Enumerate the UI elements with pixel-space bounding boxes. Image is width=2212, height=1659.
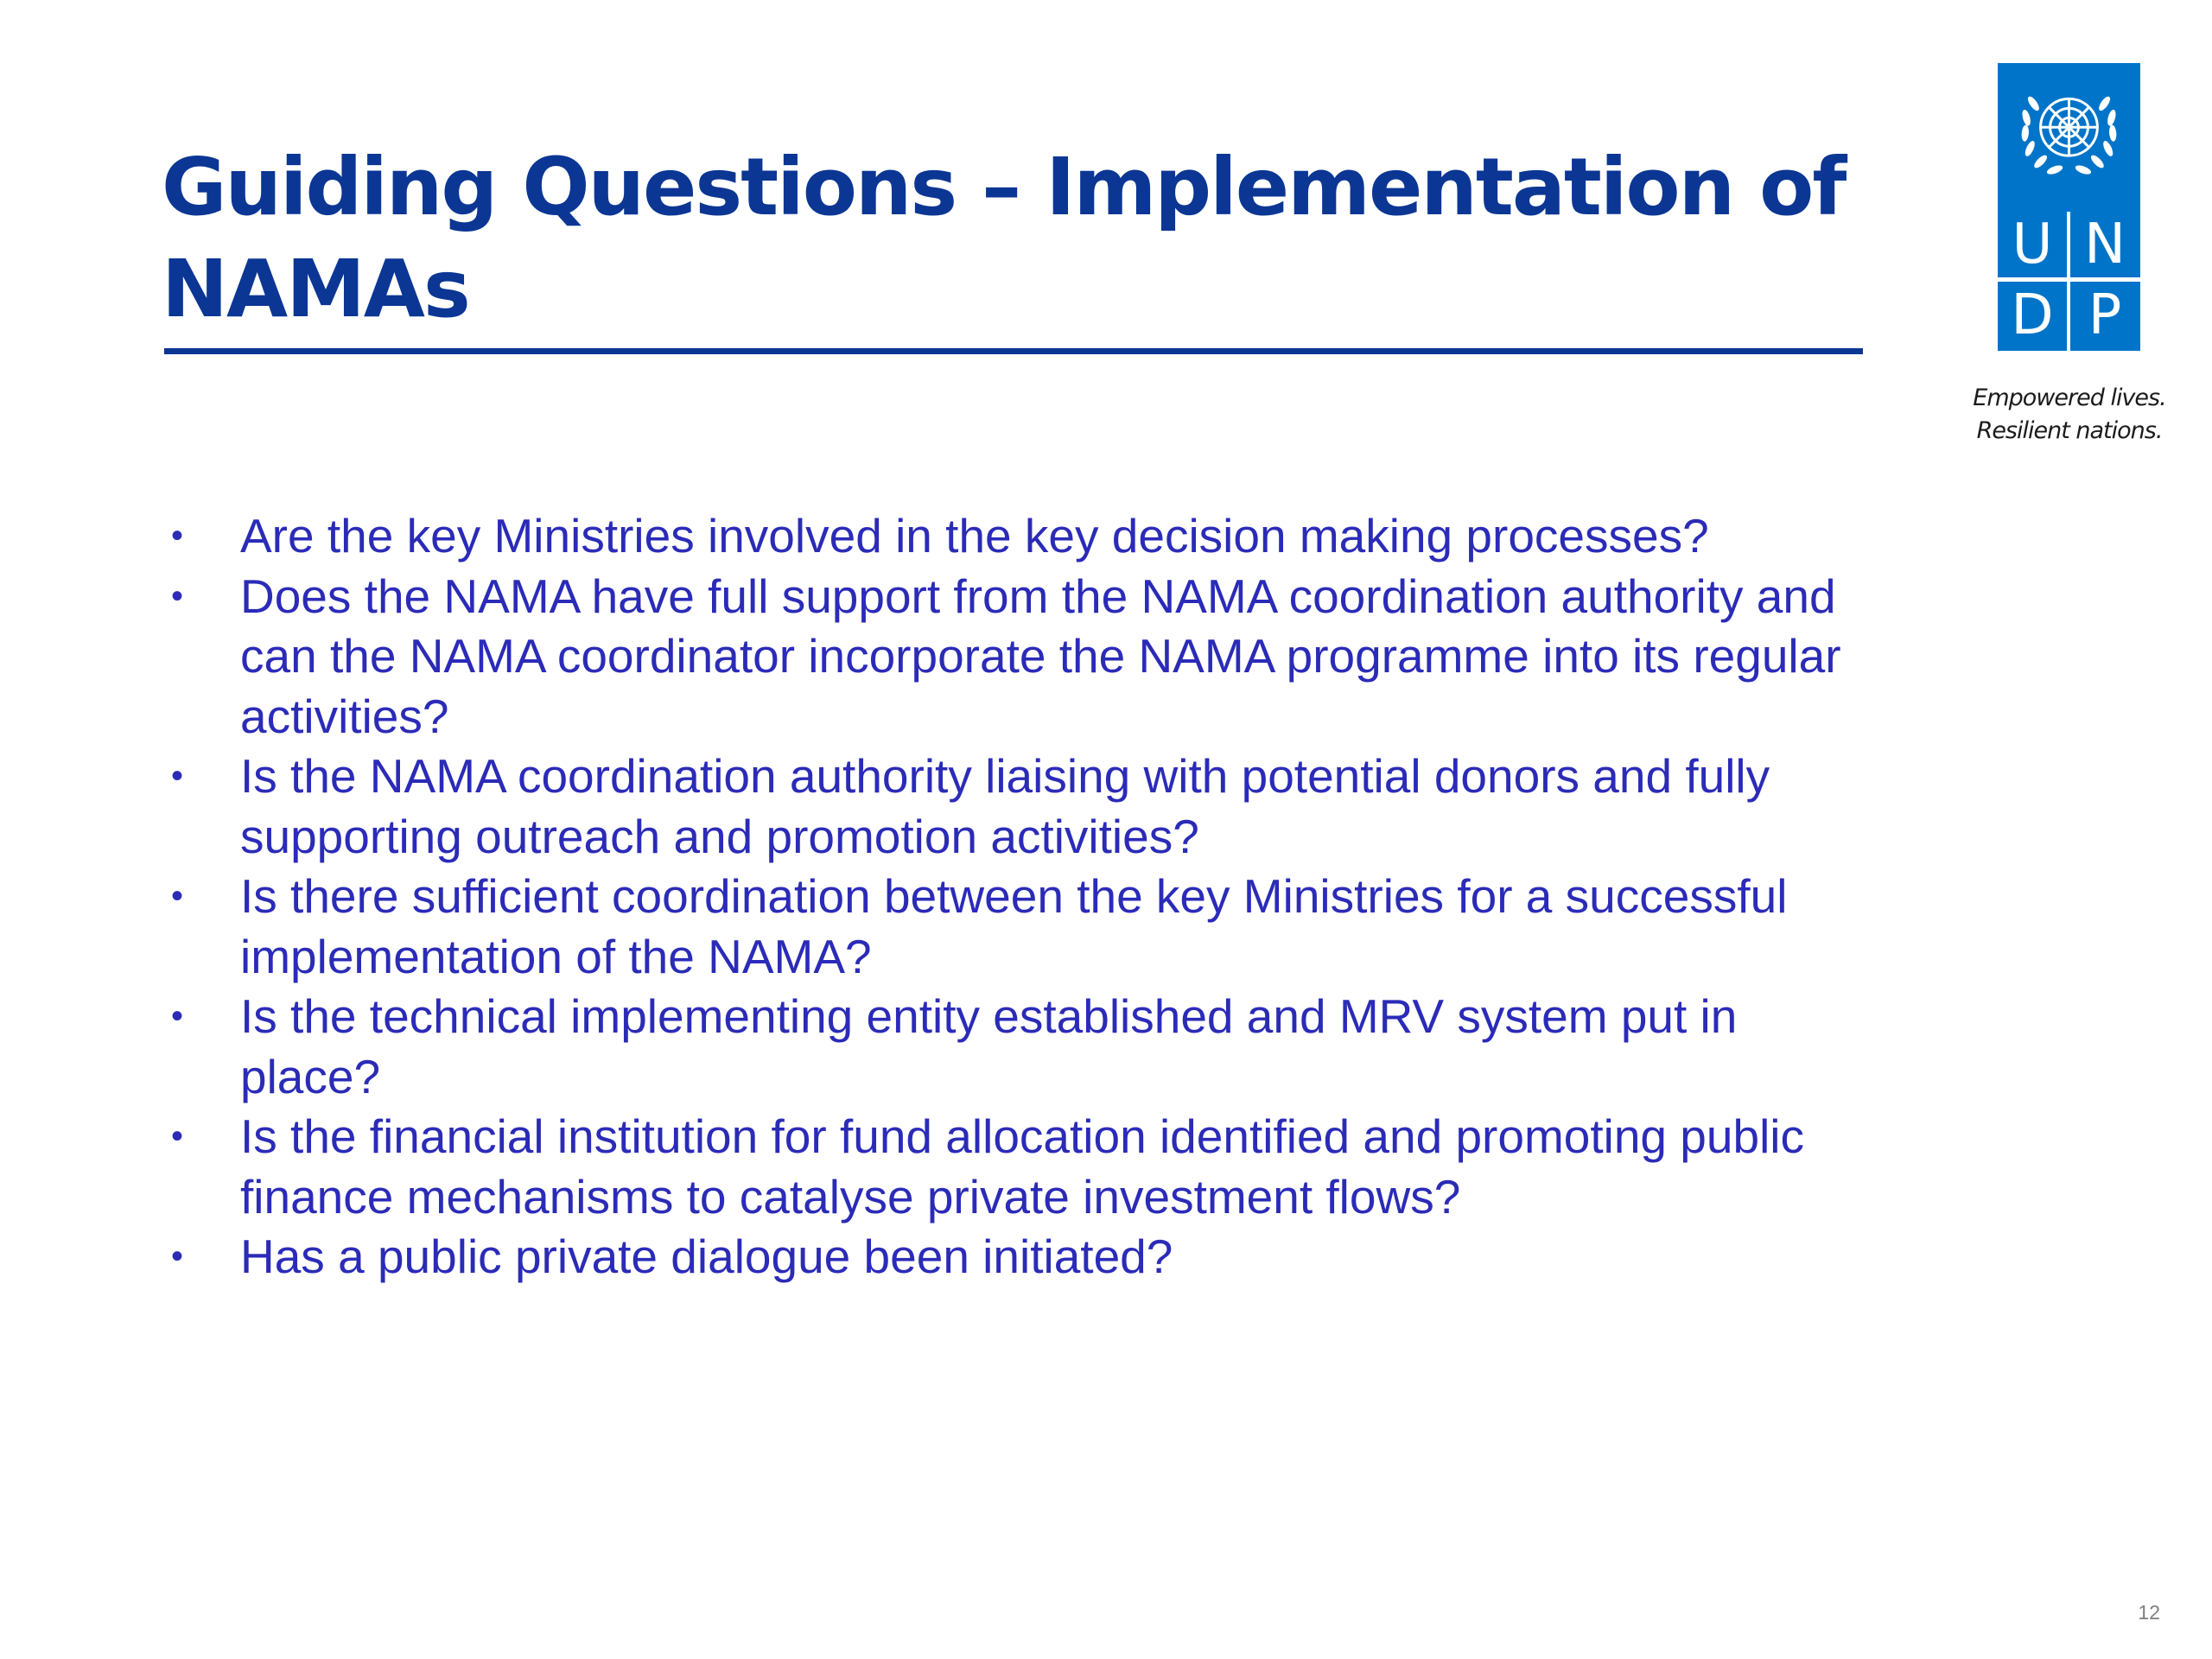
page-number: 12 — [2138, 1601, 2160, 1624]
list-item — [164, 1227, 1849, 1287]
bullet-marker: • — [170, 1117, 183, 1155]
bullet-marker: • — [170, 576, 183, 615]
tagline-line-2: Resilient nations. — [1976, 417, 2163, 444]
tagline-line-1: Empowered lives. — [1973, 385, 2166, 411]
list-item — [164, 987, 1849, 1107]
list-item-text: Are the key Ministries involved in the key decision making processes? — [240, 509, 1709, 563]
slide-title — [162, 137, 1855, 340]
bullet-marker: • — [170, 877, 183, 915]
bullet-marker: • — [170, 1237, 183, 1275]
bullet-marker: • — [170, 997, 183, 1035]
undp-tagline — [1961, 382, 2177, 448]
list-item — [164, 506, 1849, 567]
list-item-text: Is there sufficient coordination between the key Ministries for a successful implementation of the NAMA? — [240, 869, 1788, 983]
list-item-text: Is the technical implementing entity established and MRV system put in place? — [240, 989, 1738, 1103]
logo-letter-p: P — [2088, 283, 2122, 347]
list-item-text: Does the NAMA have full support from the NAMA coordination authority and can the NAMA coordinator incorporate the NAMA programme into its regular activities? — [240, 569, 1841, 743]
title-underline-divider — [164, 348, 1863, 354]
list-item-text: Has a public private dialogue been initiated? — [240, 1230, 1173, 1283]
list-item — [164, 867, 1849, 987]
bullet-marker: • — [170, 757, 183, 795]
guiding-questions-list — [164, 506, 1849, 1287]
logo-letter-n: N — [2084, 213, 2126, 276]
slide-title-line-2: NAMAs — [162, 243, 469, 335]
list-item — [164, 567, 1849, 747]
list-item — [164, 1107, 1849, 1227]
logo-horizontal-divider — [1998, 277, 2140, 282]
undp-wordmark — [1998, 212, 2140, 351]
slide-title-line-1: Guiding Questions – Implementation of — [162, 141, 1846, 233]
undp-logo — [1998, 63, 2140, 351]
list-item — [164, 747, 1849, 867]
list-item-text: Is the financial institution for fund allocation identified and promoting public finance mechanisms to catalyse private investment flows? — [240, 1109, 1805, 1224]
logo-letter-u: U — [2012, 213, 2053, 276]
logo-letter-d: D — [2011, 283, 2054, 347]
bullet-marker: • — [170, 517, 183, 555]
list-item-text: Is the NAMA coordination authority liaising with potential donors and fully supporting outreach and promotion activities? — [240, 749, 1770, 863]
un-emblem-icon — [2010, 75, 2128, 194]
